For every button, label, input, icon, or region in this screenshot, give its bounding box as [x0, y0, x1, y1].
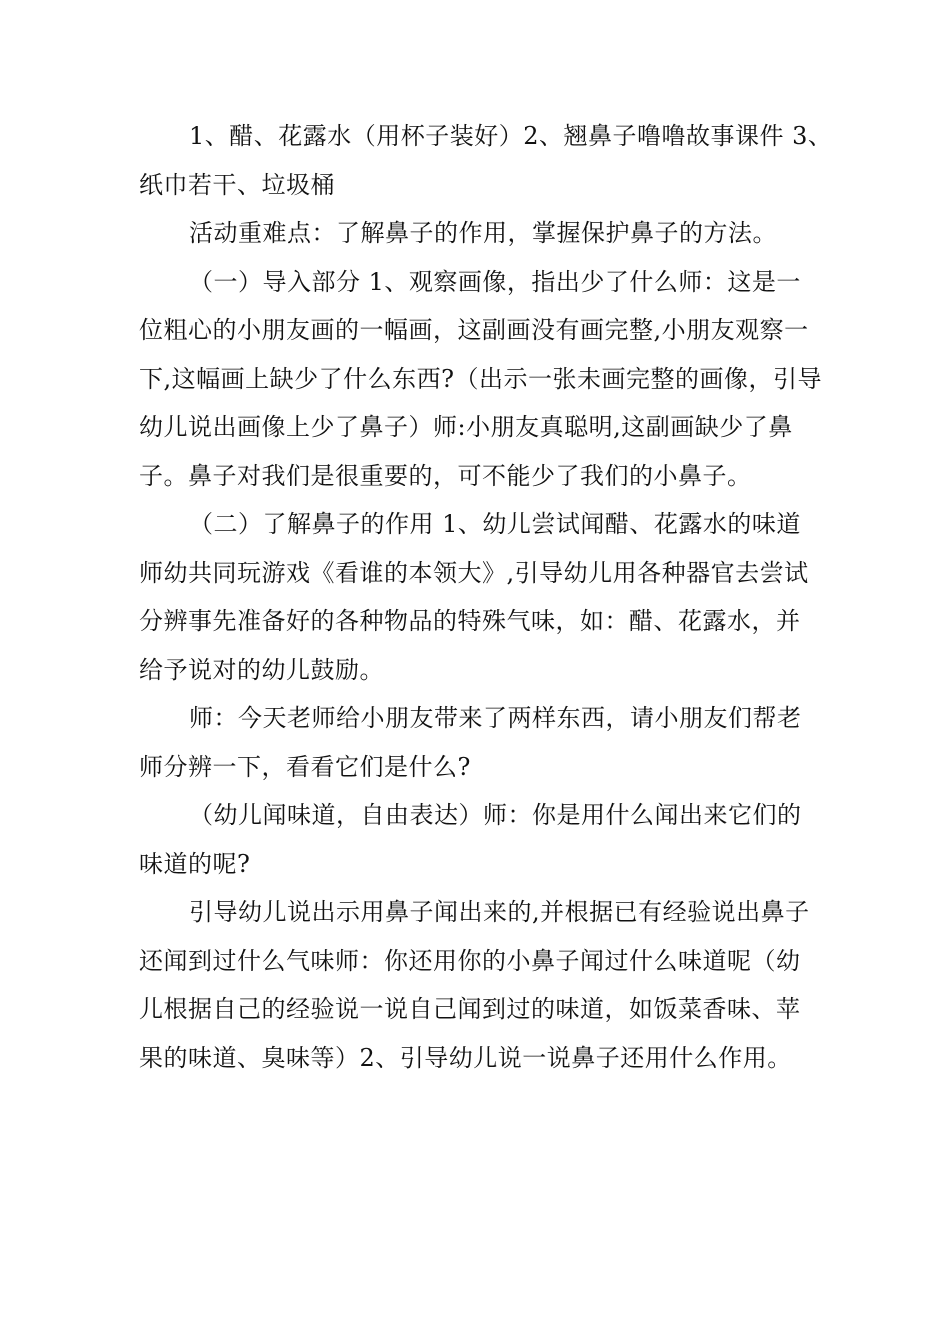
- paragraph-children-smell: （幼儿闻味道，自由表达）师：你是用什么闻出来它们的味道的呢?: [139, 801, 802, 878]
- paragraph-teacher-question: 师：今天老师给小朋友带来了两样东西，请小朋友们帮老师分辨一下，看看它们是什么?: [139, 704, 802, 781]
- paragraph-nose-function: （二）了解鼻子的作用 1、幼儿尝试闻醋、花露水的味道师幼共同玩游戏《看谁的本领大》,引导幼儿用各种器官去尝试分辨事先准备好的各种物品的特殊气味，如：醋、花露水，并给予说对的幼儿鼓励。: [139, 510, 809, 684]
- paragraph-guide-children: 引导幼儿说出示用鼻子闻出来的,并根据已有经验说出鼻子还闻到过什么气味师：你还用你的小鼻子闻过什么味道呢（幼儿根据自己的经验说一说自己闻到过的味道，如饭菜香味、苹果的味道、臭味等）2、引导幼儿说一说鼻子还用什么作用。: [139, 898, 810, 1072]
- paragraph-materials: 1、醋、花露水（用杯子装好）2、翘鼻子噜噜故事课件 3、纸巾若干、垃圾桶: [139, 122, 833, 199]
- document-body: [139, 112, 833, 1082]
- paragraph-key-points: 活动重难点：了解鼻子的作用，掌握保护鼻子的方法。: [189, 219, 777, 247]
- paragraph-introduction: （一）导入部分 1、观察画像，指出少了什么师：这是一位粗心的小朋友画的一幅画，这副画没有画完整,小朋友观察一下,这幅画上缺少了什么东西?（出示一张未画完整的画像，引导幼儿说出画像上少了鼻子）师:小朋友真聪明,这副画缺少了鼻子。鼻子对我们是很重要的，可不能少了我们的小鼻子。: [139, 267, 822, 490]
